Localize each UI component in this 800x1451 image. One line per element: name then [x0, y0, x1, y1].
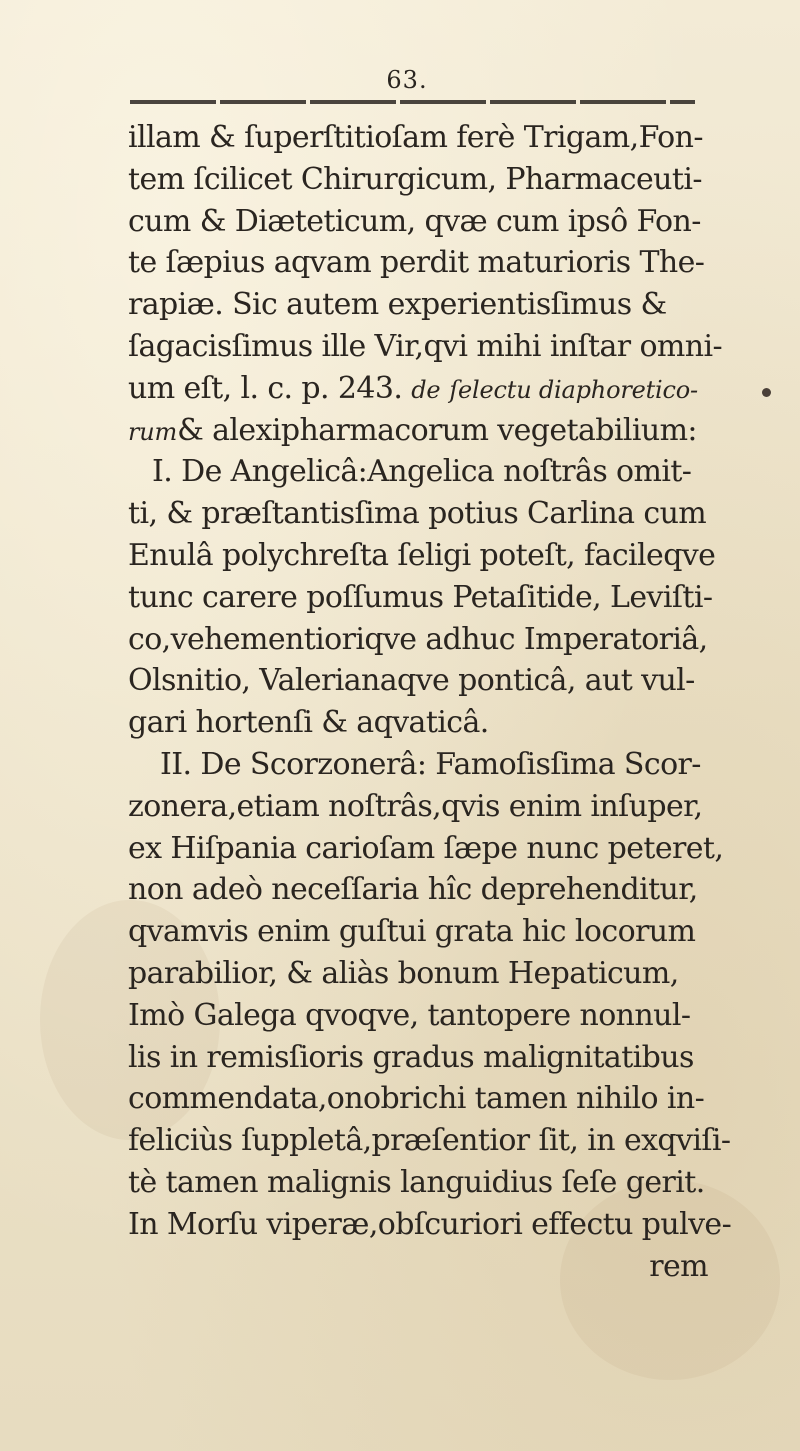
text-line: Olsnitio, Valerianaqve ponticâ, aut vul- [128, 663, 695, 699]
italic-title: ſelectu diaphoretico- [449, 375, 698, 404]
italic-word: de [411, 375, 441, 404]
catchword: rem [649, 1248, 708, 1284]
text-line: tè tamen malignis languidius ſeſe gerit. [128, 1164, 705, 1200]
text-line: Enulâ polychreſta ſeligi poteſt, facileqve [128, 537, 716, 573]
text-line: ex Hiſpania carioſam ſæpe nunc peteret, [128, 830, 724, 866]
text-line: II. De Scorzonerâ: Famoſisſima Scor- [160, 746, 701, 782]
margin-ink-mark [762, 388, 771, 397]
text-line: illam & ſuperſtitioſam ferè Trigam,Fon- [128, 120, 703, 155]
text-line: tem ſcilicet Chirurgicum, Pharmaceuti- [128, 161, 702, 197]
text-line: gari hortenſi & aqvaticâ. [128, 705, 489, 741]
text-line: tunc carere poſſumus Petaſitide, Leviſti- [128, 579, 713, 615]
text-line: qvamvis enim guſtui grata hic locorum [128, 914, 696, 950]
text-line: rapiæ. Sic autem experientisſimus & [128, 287, 667, 323]
text-line: non adeò neceſſaria hîc deprehenditur, [128, 872, 698, 908]
text-line: zonera,etiam noſtrâs,qvis enim inſuper, [128, 788, 703, 824]
page-number: 63. [386, 66, 428, 94]
text-line: feliciùs ſuppletâ,præſentior ſit, in exqviſi- [128, 1123, 731, 1159]
text-line [128, 410, 728, 452]
text-line: I. De Angelicâ:Angelica noſtrâs omit- [152, 454, 692, 490]
text-segment: & alexipharmacorum vegetabilium: [177, 412, 697, 448]
text-line: cum & Diæteticum, qvæ cum ipsô Fon- [128, 203, 701, 239]
text-line: commendata,onobrichi tamen nihilo in- [128, 1081, 705, 1117]
text-line: parabilior, & aliàs bonum Hepaticum, [128, 955, 679, 991]
text-line: ti, & præſtantisſima potius Carlina cum [128, 496, 707, 532]
text-line: co,vehementioriqve adhuc Imperatoriâ, [128, 621, 708, 657]
text-line: lis in remisſioris gradus malignitatibus [128, 1039, 694, 1075]
text-line: Imò Galega qvoqve, tantopere nonnul- [128, 997, 691, 1033]
italic-word: rum [128, 417, 178, 446]
text-line: te ſæpius aqvam perdit maturioris The- [128, 245, 705, 281]
text-line: ſagacisſimus ille Vir,qvi mihi inſtar omni- [128, 328, 723, 364]
body-text [128, 117, 732, 1287]
header-rule [130, 100, 695, 104]
text-line [128, 368, 728, 410]
text-line: In Morſu viperæ,obſcuriori effectu pulve- [128, 1206, 732, 1242]
text-segment: um eſt, l. c. p. 243. [128, 370, 403, 406]
